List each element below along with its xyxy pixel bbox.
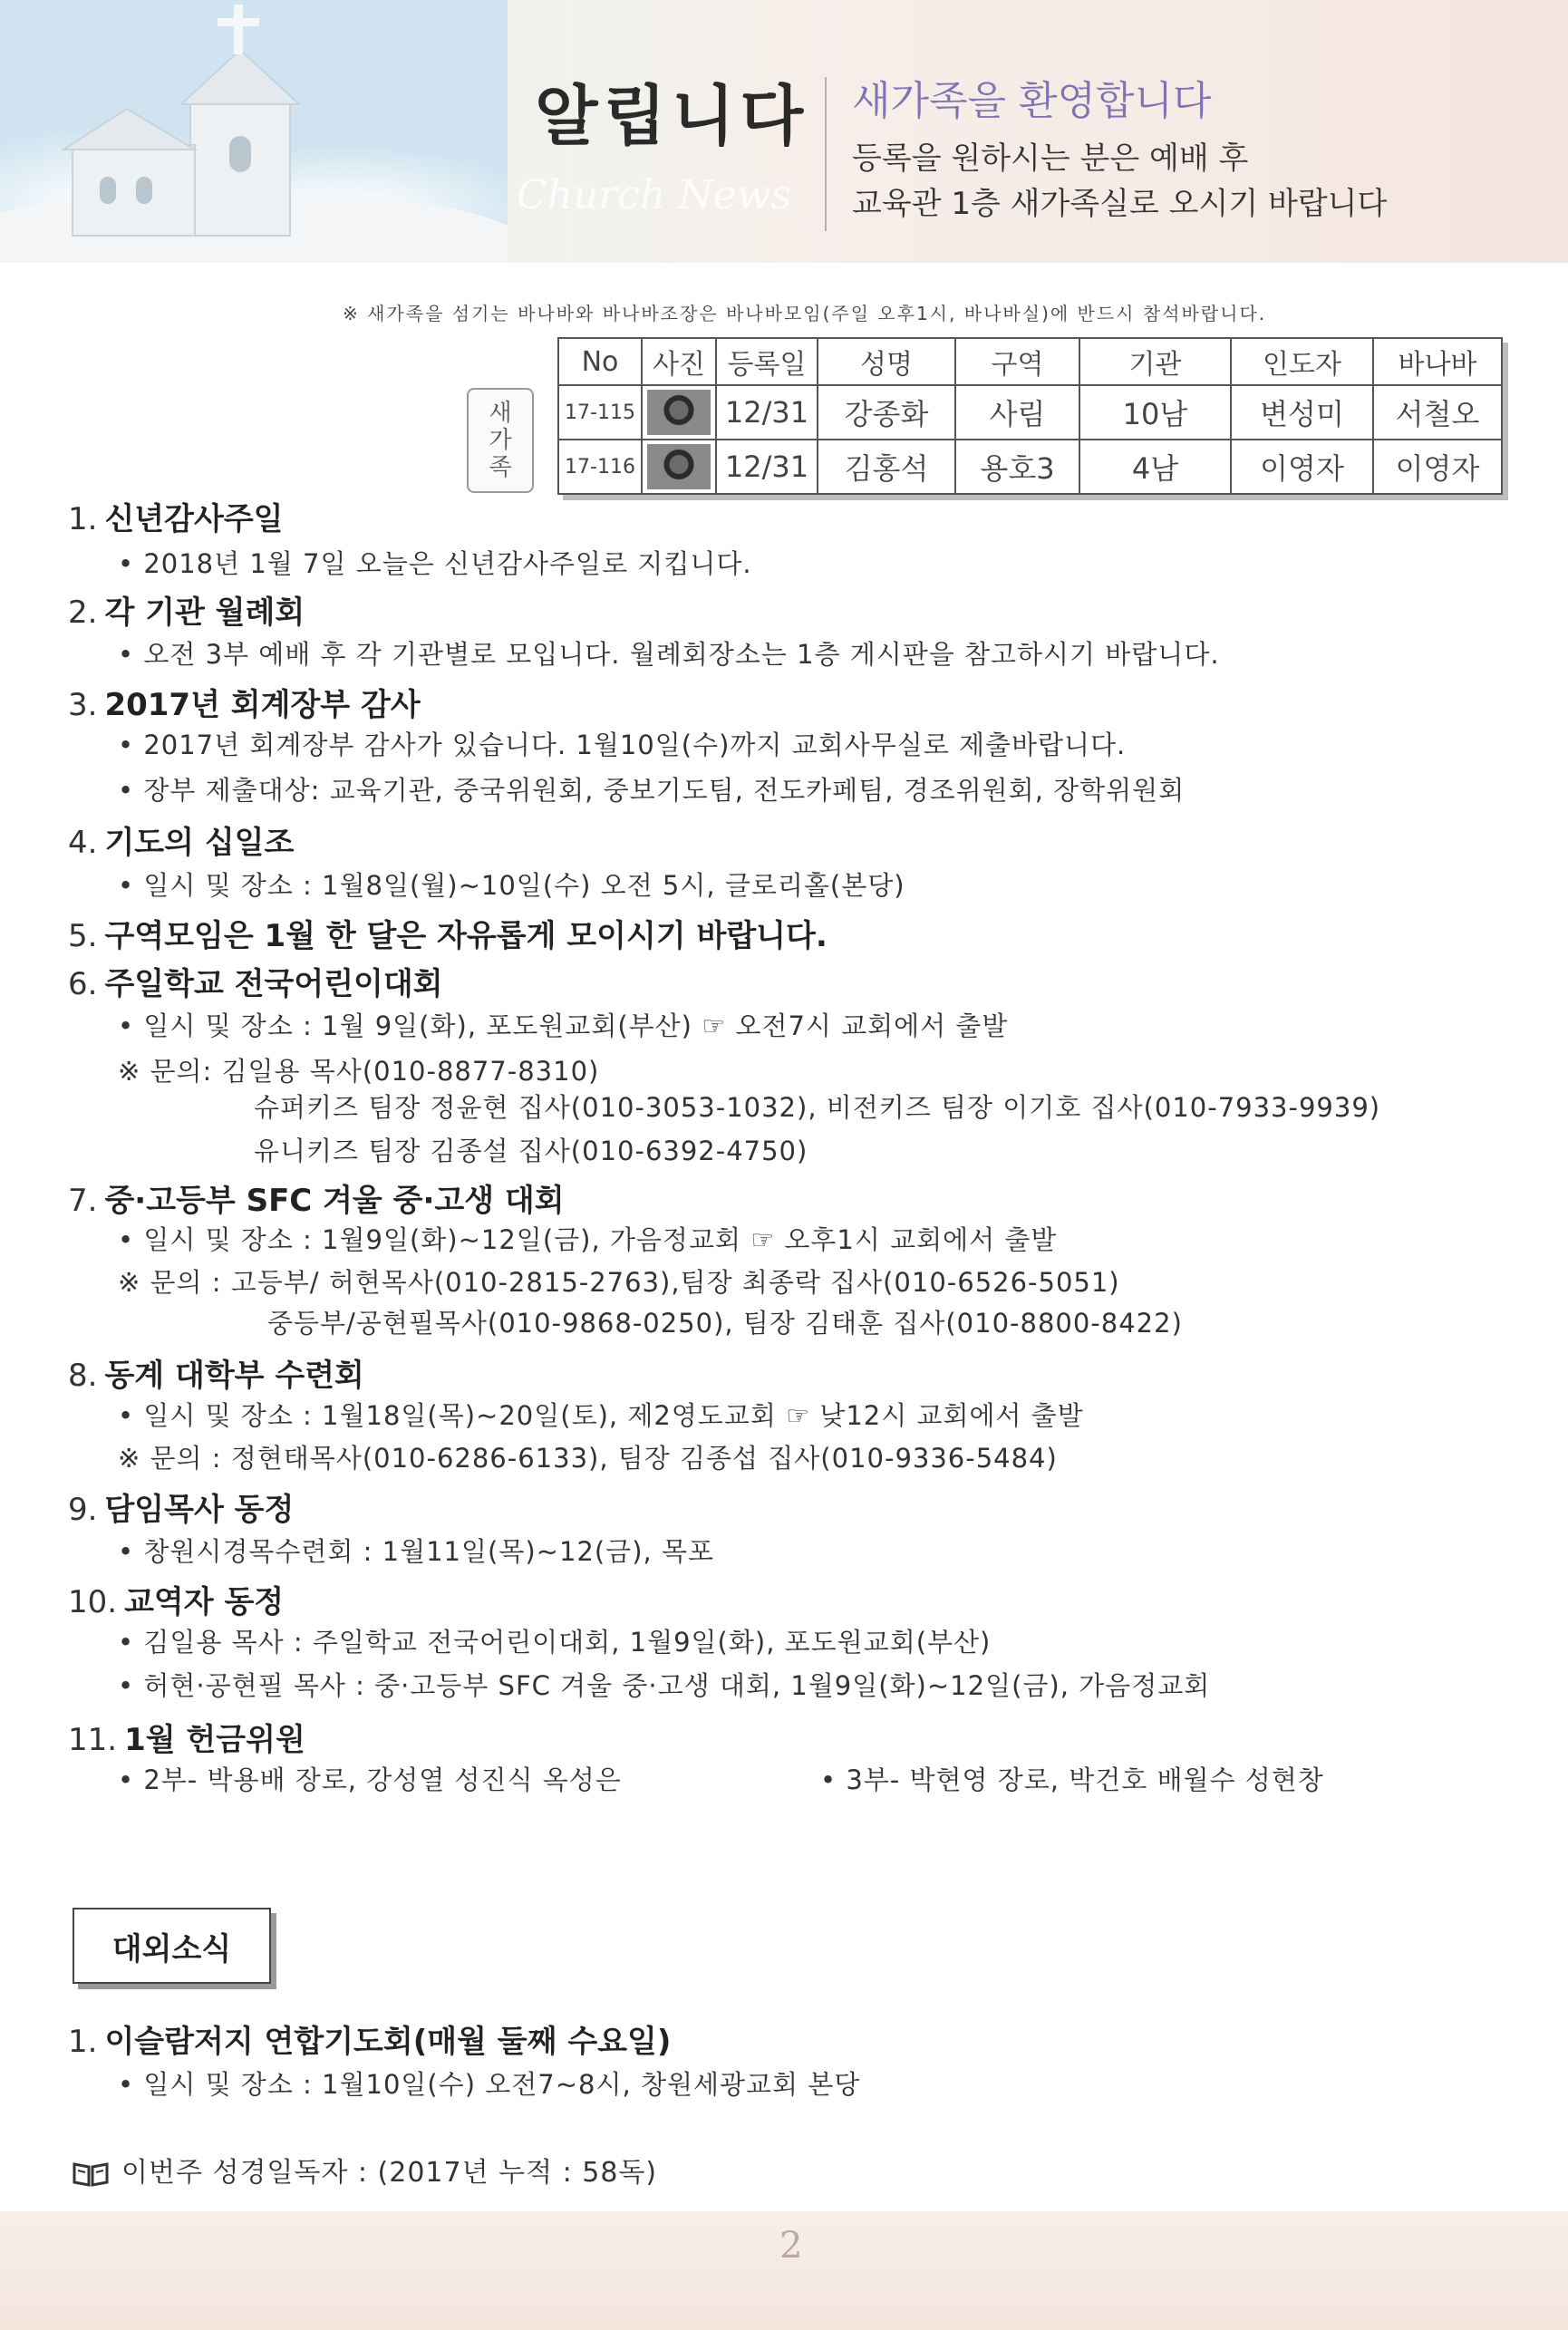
col-date: 등록일	[716, 338, 818, 385]
announcement-title: 9. 담임목사 동정	[68, 1492, 295, 1528]
col-guide: 인도자	[1231, 338, 1373, 385]
cell-district: 사림	[955, 385, 1079, 440]
cell-guide: 이영자	[1231, 440, 1373, 494]
cell-guide: 변성미	[1231, 385, 1373, 440]
announcement-line: ※ 문의 : 고등부/ 허현목사(010-2815-2763),팀장 최종락 집사(010-6526-5051)	[118, 1267, 1120, 1298]
announcement-line: • 2부- 박용배 장로, 강성열 성진식 옥성은	[118, 1764, 622, 1795]
announcement-title: 2. 각 기관 월례회	[68, 595, 305, 631]
table-row	[558, 440, 1502, 494]
cell-photo	[642, 440, 716, 494]
announcement-line: 슈퍼키즈 팀장 정윤현 집사(010-3053-1032), 비전키즈 팀장 이기호 집사(010-7933-9939)	[254, 1092, 1381, 1123]
new-family-tag	[467, 388, 534, 493]
cell-org: 4남	[1079, 440, 1231, 494]
announcement-line: • 일시 및 장소 : 1월 9일(화), 포도원교회(부산) ☞ 오전7시 교회에서 출발	[118, 1010, 1009, 1041]
announcement-title: 11. 1월 헌금위원	[68, 1722, 305, 1758]
cell-org: 10남	[1079, 385, 1231, 440]
col-photo: 사진	[642, 338, 716, 385]
col-no: No	[558, 338, 642, 385]
col-name: 성명	[818, 338, 955, 385]
header-title: 알립니다	[535, 78, 809, 154]
announcement-line: • 3부- 박현영 장로, 박건호 배월수 성현창	[820, 1764, 1324, 1795]
page-number: 2	[779, 2225, 803, 2267]
announcement-line: • 일시 및 장소 : 1월18일(목)~20일(토), 제2영도교회 ☞ 낮12시 교회에서 출발	[118, 1400, 1084, 1431]
header-banner	[0, 0, 1568, 263]
header-divider	[825, 77, 827, 231]
announcement-title: 1. 신년감사주일	[68, 501, 284, 537]
announcement-line: 중등부/공현필목사(010-9868-0250), 팀장 김태훈 집사(010-8800-8422)	[267, 1308, 1183, 1339]
cell-date: 12/31	[716, 440, 818, 494]
announcement-line: 유니키즈 팀장 김종설 집사(010-6392-4750)	[254, 1136, 808, 1166]
bible-reading	[73, 2150, 657, 2190]
welcome-heading: 새가족을 환영합니다	[852, 78, 1212, 124]
announcement-title: 5. 구역모임은 1월 한 달은 자유롭게 모이시기 바랍니다.	[68, 918, 828, 954]
announcement-title: 4. 기도의 십일조	[68, 825, 295, 861]
cell-name: 강종화	[818, 385, 955, 440]
announcement-line: • 허현·공현필 목사 : 중·고등부 SFC 겨울 중·고생 대회, 1월9일(화)~12일(금), 가음정교회	[118, 1670, 1211, 1701]
tag-char: 족	[489, 454, 512, 481]
welcome-desc-line1: 등록을 원하시는 분은 예배 후	[852, 140, 1249, 177]
cell-district: 용호3	[955, 440, 1079, 494]
table-row	[558, 385, 1502, 440]
col-org: 기관	[1079, 338, 1231, 385]
announcement-title: 6. 주일학교 전국어린이대회	[68, 966, 443, 1002]
cell-no: 17-115	[558, 385, 642, 440]
announcement-line: ※ 문의 : 정현태목사(010-6286-6133), 팀장 김종섭 집사(010-9336-5484)	[118, 1443, 1058, 1474]
welcome-desc-line2: 교육관 1층 새가족실로 오시기 바랍니다	[852, 186, 1388, 222]
col-district: 구역	[955, 338, 1079, 385]
welcome-description	[852, 136, 1387, 227]
bible-reading-text: 이번주 성경일독자 : (2017년 누적 : 58독)	[121, 2157, 658, 2189]
external-news-line: • 일시 및 장소 : 1월10일(수) 오전7~8시, 창원세광교회 본당	[118, 2069, 861, 2100]
cell-barnabas: 서철오	[1373, 385, 1502, 440]
table-header-row	[558, 338, 1502, 385]
tag-char: 가	[489, 427, 512, 454]
cell-photo	[642, 385, 716, 440]
cell-name: 김홍석	[818, 440, 955, 494]
announcement-line: • 2017년 회계장부 감사가 있습니다. 1월10일(수)까지 교회사무실로 제출바랍니다.	[118, 730, 1127, 760]
external-news-title: 1. 이슬람저지 연합기도회(매월 둘째 수요일)	[68, 2024, 672, 2060]
person-photo	[647, 390, 711, 435]
announcement-title: 3. 2017년 회계장부 감사	[68, 687, 421, 723]
announcement-line: • 일시 및 장소 : 1월8일(월)~10일(수) 오전 5시, 글로리홀(본당)	[118, 870, 905, 901]
announcement-line: • 일시 및 장소 : 1월9일(화)~12일(금), 가음정교회 ☞ 오후1시 교회에서 출발	[118, 1224, 1058, 1255]
announcement-line: • 오전 3부 예배 후 각 기관별로 모입니다. 월례회장소는 1층 게시판을 참고하시기 바랍니다.	[118, 639, 1220, 670]
announcement-title: 7. 중·고등부 SFC 겨울 중·고생 대회	[68, 1183, 565, 1219]
announcement-title: 8. 동계 대학부 수련회	[68, 1358, 364, 1394]
church-illustration	[0, 0, 508, 263]
tag-char: 새	[489, 400, 512, 427]
external-news-label: 대외소식	[73, 1908, 271, 1984]
new-family-note: ※ 새가족을 섬기는 바나바와 바나바조장은 바나바모임(주일 오후1시, 바나바실)에 반드시 참석바랍니다.	[343, 303, 1267, 324]
new-family-table	[557, 337, 1503, 495]
announcement-line: • 2018년 1월 7일 오늘은 신년감사주일로 지킵니다.	[118, 548, 752, 579]
person-photo	[647, 444, 711, 489]
cell-barnabas: 이영자	[1373, 440, 1502, 494]
announcement-line: • 창원시경목수련회 : 1월11일(목)~12(금), 목포	[118, 1536, 714, 1567]
cell-date: 12/31	[716, 385, 818, 440]
header-subtitle: Church News	[517, 172, 792, 218]
book-icon	[73, 2161, 109, 2187]
cell-no: 17-116	[558, 440, 642, 494]
announcement-line: • 장부 제출대상: 교육기관, 중국위원회, 중보기도팀, 전도카페팀, 경조위원회, 장학위원회	[118, 775, 1186, 806]
announcement-title: 10. 교역자 동정	[68, 1584, 285, 1620]
announcement-line: ※ 문의: 김일용 목사(010-8877-8310)	[118, 1056, 600, 1087]
col-barnabas: 바나바	[1373, 338, 1502, 385]
announcement-line: • 김일용 목사 : 주일학교 전국어린이대회, 1월9일(화), 포도원교회(부산)	[118, 1627, 992, 1658]
